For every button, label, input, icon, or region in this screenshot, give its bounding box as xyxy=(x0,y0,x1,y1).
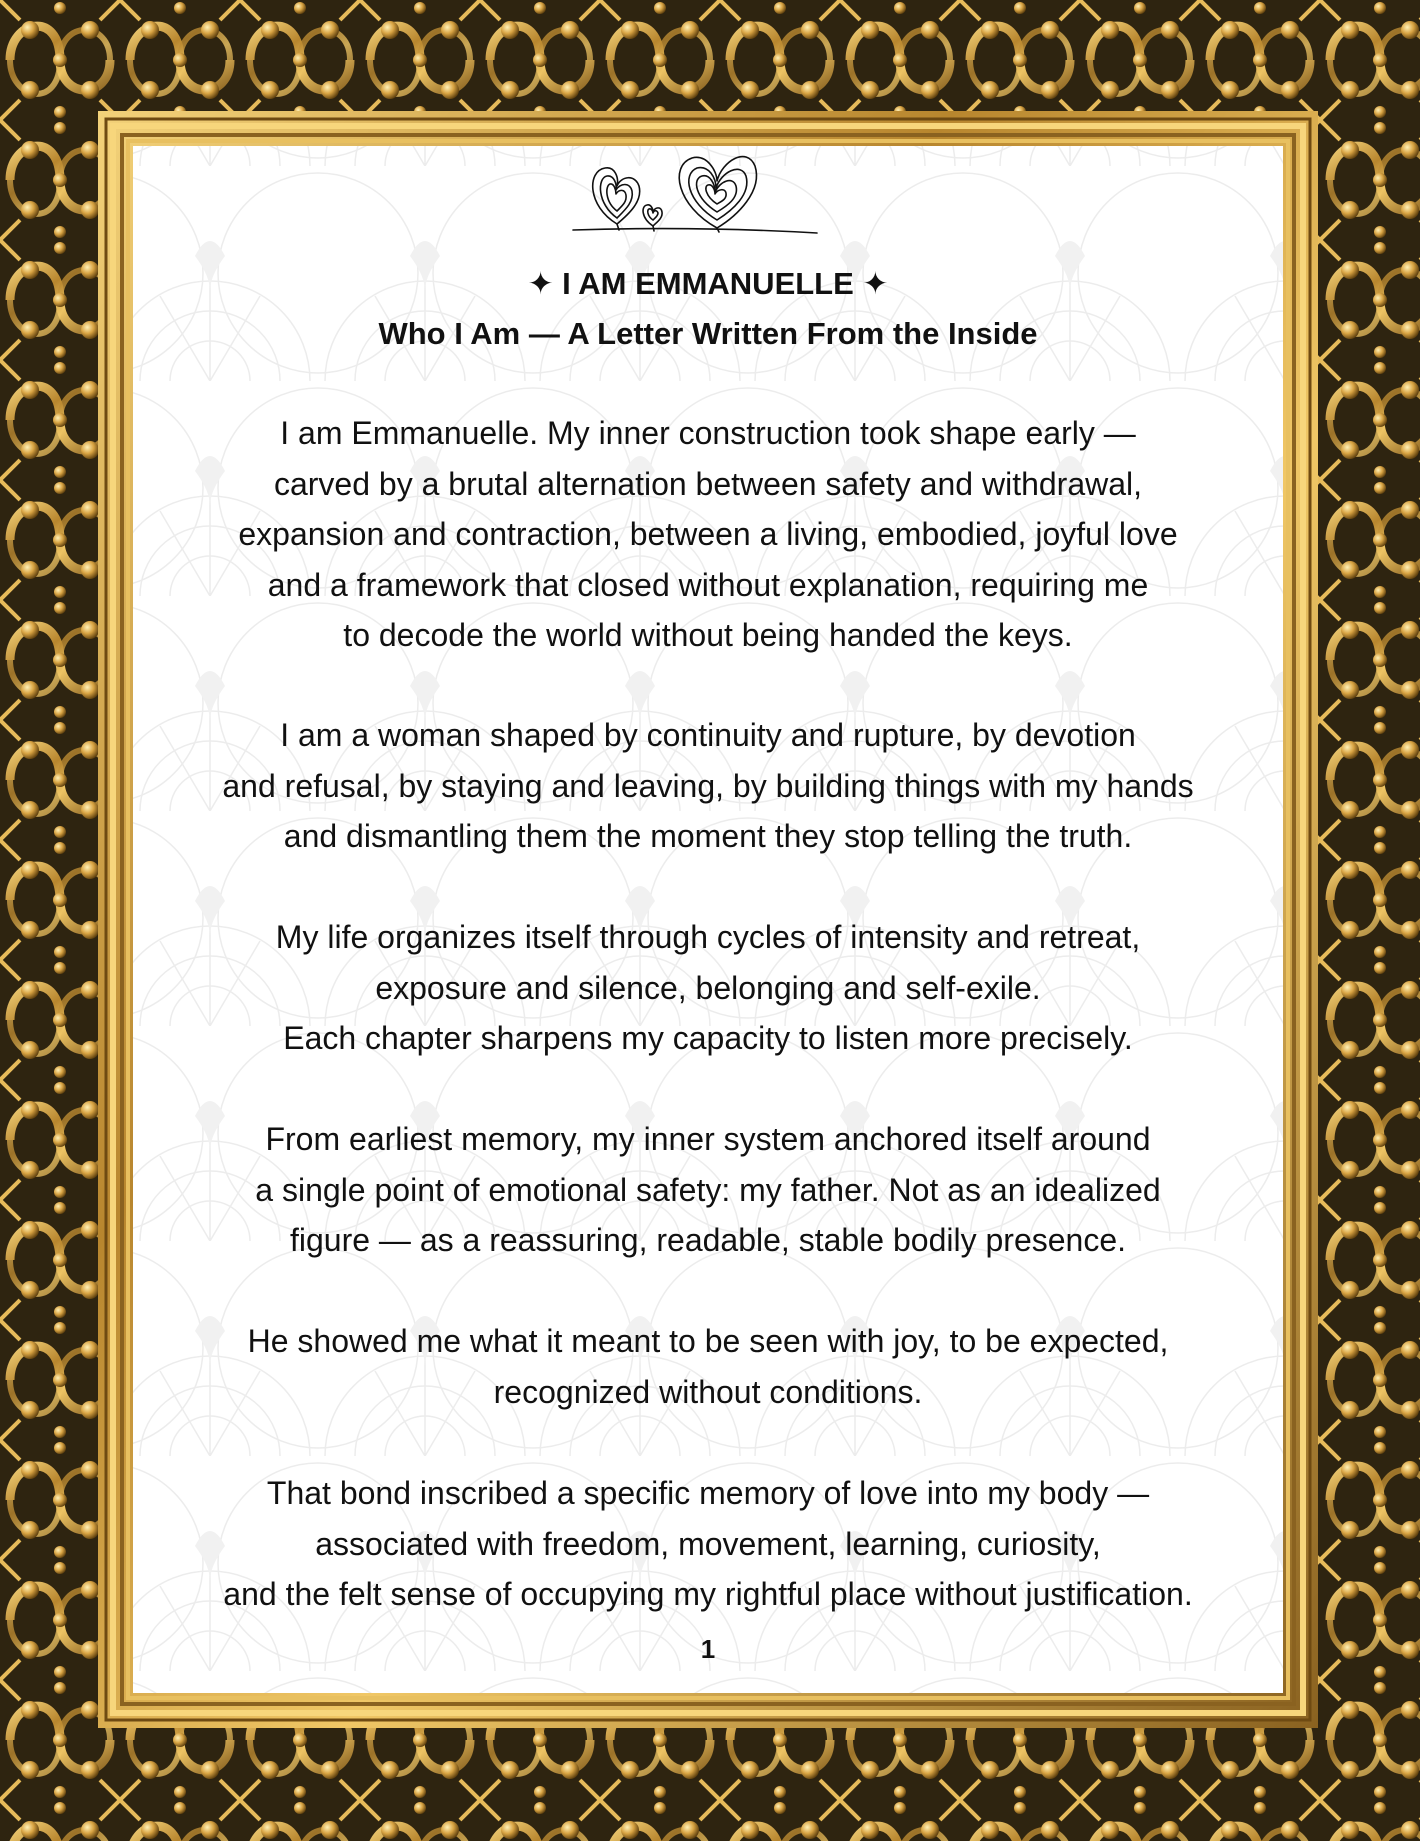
page-number: 1 xyxy=(700,1634,716,1664)
letter-content xyxy=(133,146,1283,1693)
paragraph-line: and refusal, by staying and leaving, by building things with my hands xyxy=(222,767,1194,804)
paragraph-line: exposure and silence, belonging and self-exile. xyxy=(375,969,1041,1006)
paragraph-4 xyxy=(133,1114,1283,1266)
letter-page xyxy=(133,146,1283,1693)
paragraph-line: figure — as a reassuring, readable, stable bodily presence. xyxy=(289,1222,1127,1258)
paragraph-line: He showed me what it meant to be seen with joy, to be expected, xyxy=(247,1323,1169,1359)
paragraph-line: I am a woman shaped by continuity and rupture, by devotion xyxy=(280,717,1136,753)
paragraph-line: recognized without conditions. xyxy=(493,1373,923,1410)
letter-title: ✦ I AM EMMANUELLE ✦ xyxy=(527,266,889,301)
paragraph-line: a single point of emotional safety: my father. Not as an idealized xyxy=(255,1171,1161,1208)
hearts-doodle-icon xyxy=(567,146,839,236)
paragraph-1 xyxy=(133,408,1283,661)
paragraph-2 xyxy=(133,710,1283,862)
paragraph-line: I am Emmanuelle. My inner construction took shape early — xyxy=(280,415,1136,451)
paragraph-6 xyxy=(133,1468,1283,1620)
paragraph-line: That bond inscribed a specific memory of love into my body — xyxy=(266,1475,1150,1511)
paragraph-line: My life organizes itself through cycles of intensity and retreat, xyxy=(275,919,1141,955)
paragraph-line: and the felt sense of occupying my rightful place without justification. xyxy=(223,1576,1193,1612)
paragraph-line: associated with freedom, movement, learning, curiosity, xyxy=(315,1525,1101,1562)
letter-subtitle: Who I Am — A Letter Written From the Inside xyxy=(378,316,1038,351)
paragraph-line: and a framework that closed without explanation, requiring me xyxy=(267,566,1149,603)
paragraph-5 xyxy=(133,1316,1283,1417)
paragraph-line: expansion and contraction, between a living, embodied, joyful love xyxy=(238,516,1178,552)
paragraph-line: carved by a brutal alternation between safety and withdrawal, xyxy=(273,465,1143,502)
paragraph-line: to decode the world without being handed the keys. xyxy=(343,617,1073,653)
paragraph-3 xyxy=(133,912,1283,1064)
paragraph-line: Each chapter sharpens my capacity to listen more precisely. xyxy=(283,1020,1133,1056)
paragraph-line: and dismantling them the moment they stop telling the truth. xyxy=(283,818,1133,854)
paragraph-line: From earliest memory, my inner system anchored itself around xyxy=(265,1121,1151,1157)
